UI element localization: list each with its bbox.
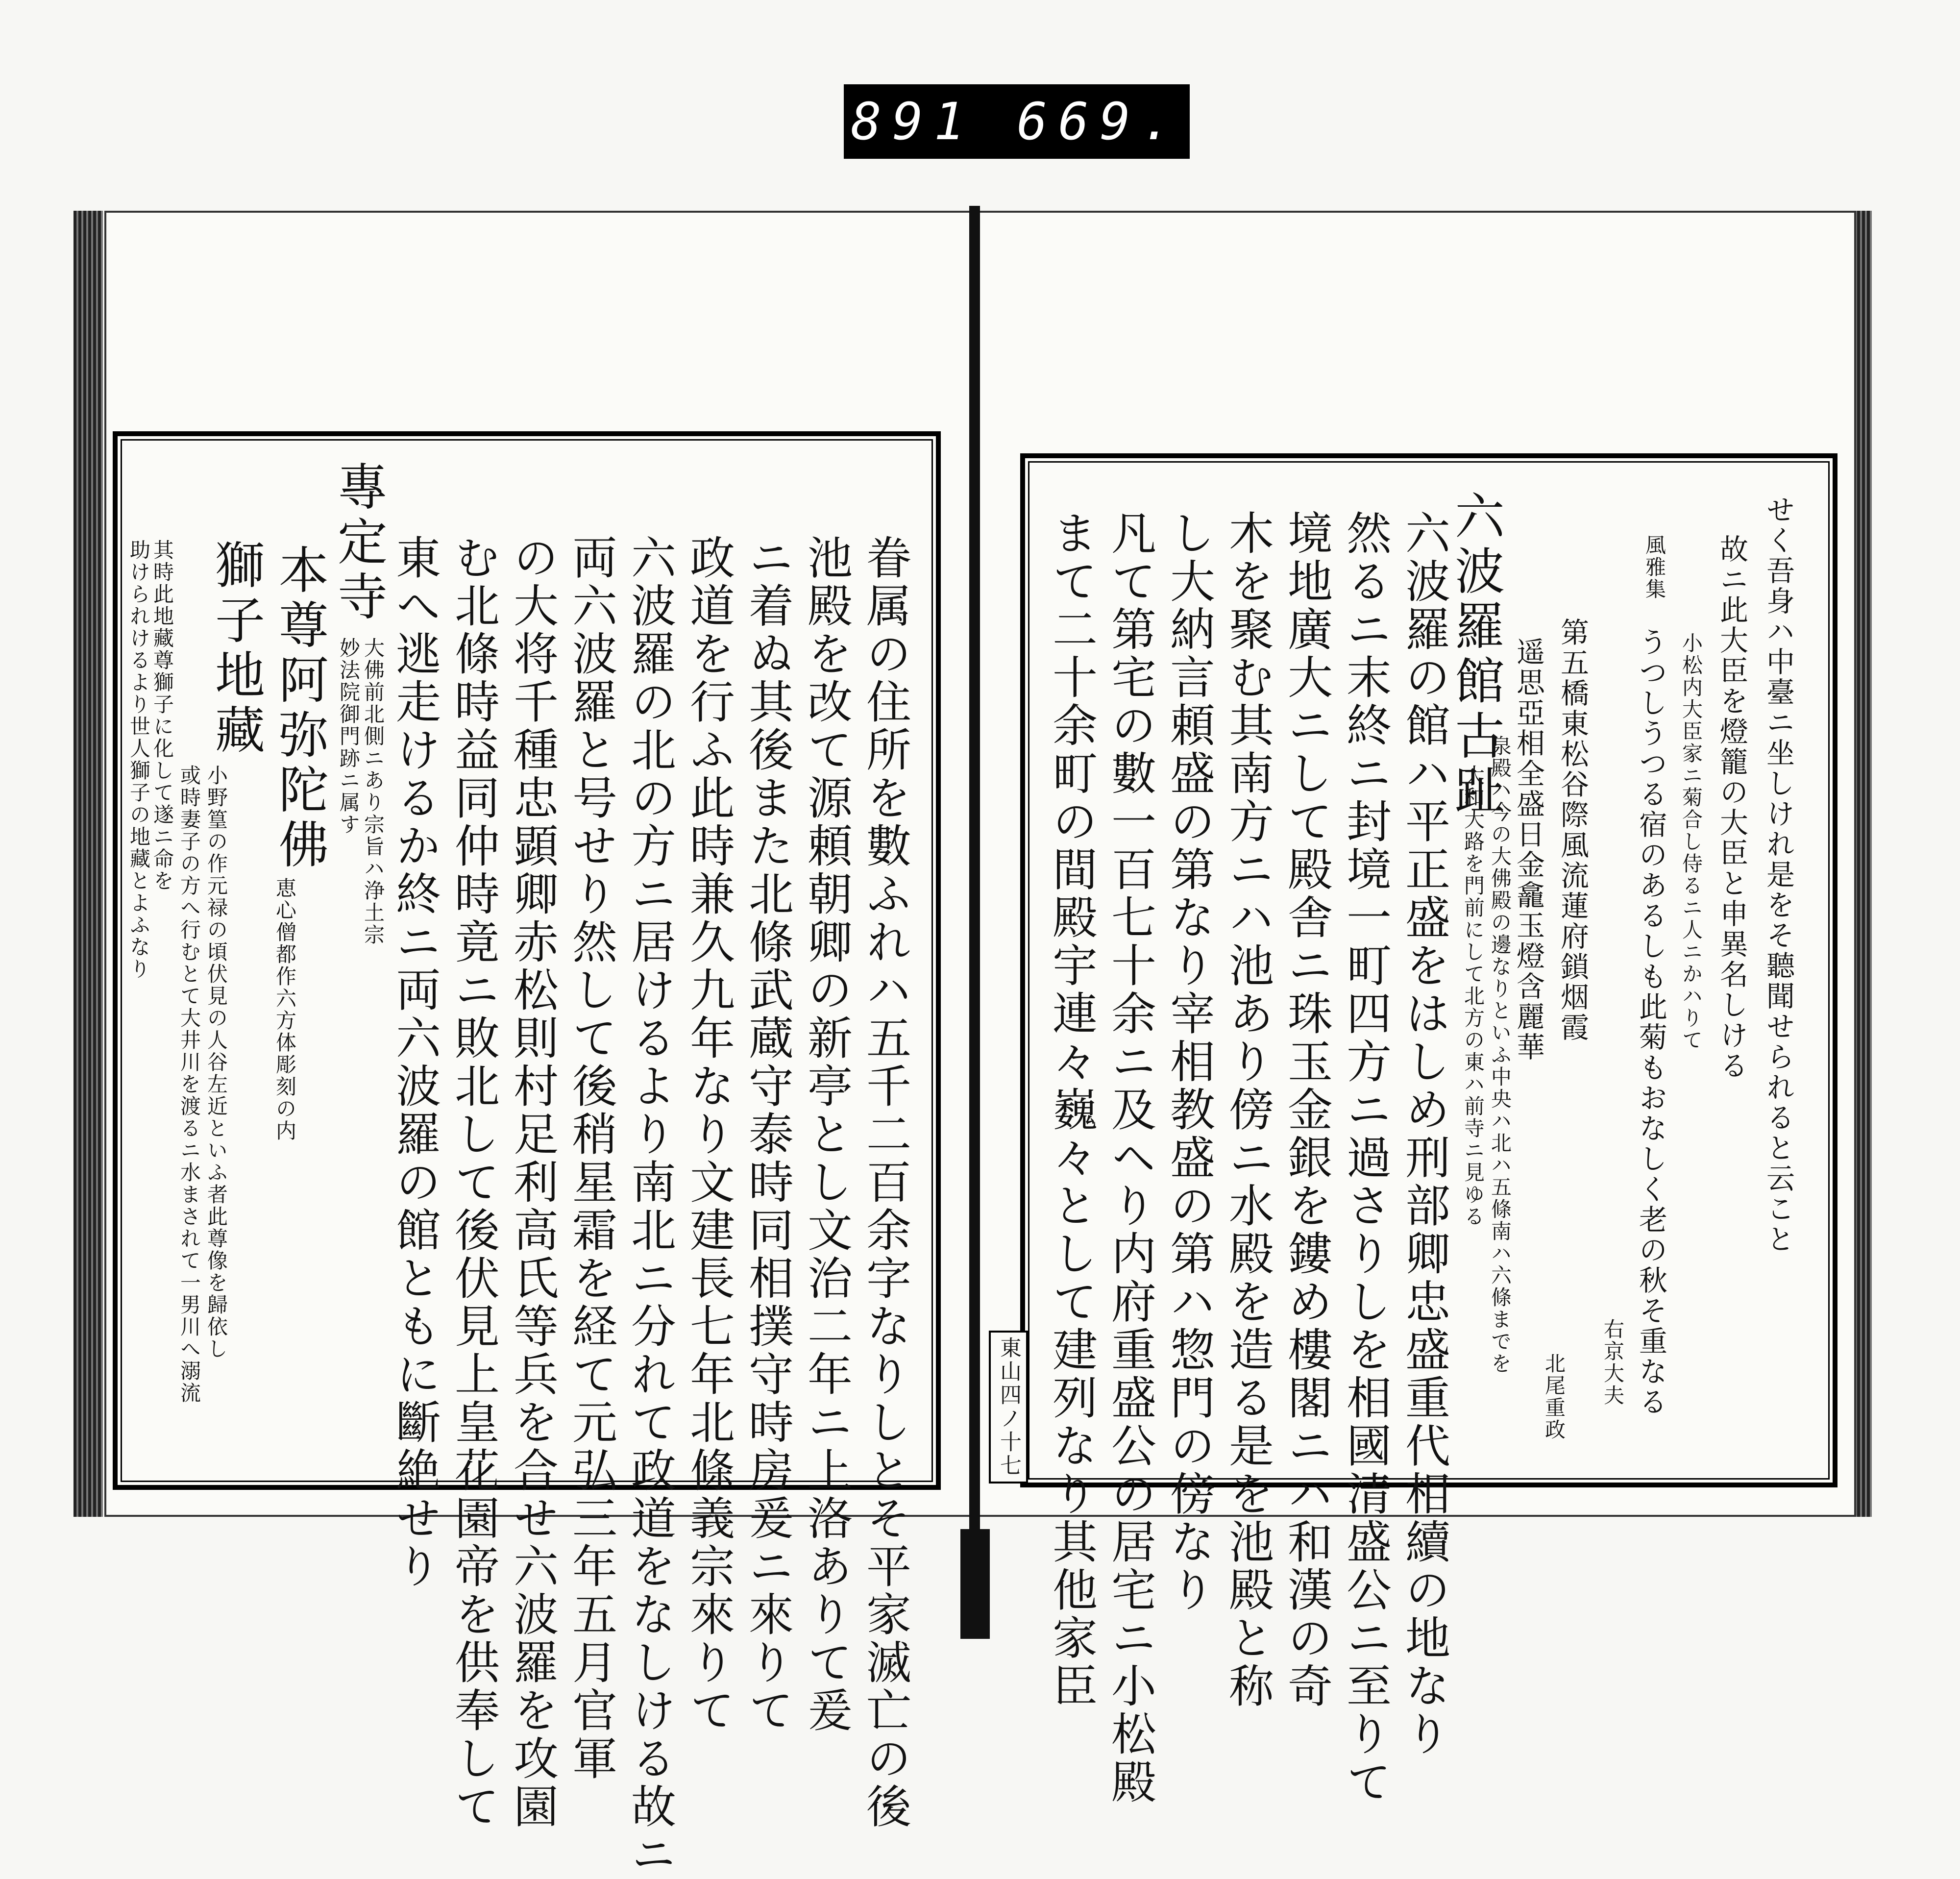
text-column: 小松内大臣家ニ菊合し侍るニ人ニかハりて [1679,632,1703,1051]
text-column: 妙法院御門跡ニ属す [337,637,361,836]
text-column: 眷属の住所を數ふれハ五千二百余字なりしとそ平家滅亡の後 [859,534,911,1831]
text-column: 助けられけるより世人獅子の地藏とよふなり [127,539,151,980]
text-column: まて二十余町の間殿宇連々巍々として建列なり其他家臣 [1045,510,1098,1710]
text-column: 境地廣大ニして殿舎ニ珠玉金銀を鏤め樓閣ニハ和漢の奇 [1280,510,1333,1710]
text-column: 泉殿ハ今の大佛殿の邊なりといふ中央ハ北ハ五條南ハ六條までを [1488,735,1512,1375]
text-column: 大和大路を門前にして北方の東ハ前寺ニ見ゆる [1461,765,1485,1228]
text-column: ニ着ぬ其後また北條武蔵守泰時同相撲守時房爰ニ來りて [741,534,794,1735]
text-column: 獅子地藏 [207,539,265,759]
text-column: 大佛前北側ニあり宗旨ハ浄土宗 [361,637,385,946]
text-column: 池殿を改て源頼朝卿の新亭とし文治二年ニ上洛ありて爰 [800,534,853,1735]
section-title: 專定寺 [329,461,388,625]
text-column: 右京大夫 [1601,1318,1625,1407]
text-column: 故ニ此大臣を燈籠の大臣と申異名しける [1715,534,1748,1081]
text-column: 小野篁の作元禄の頃伏見の人谷左近といふ者此尊像を歸依し [204,765,228,1360]
text-column: 六波羅の北の方ニ居けるより南北ニ分れて政道をなしける故ニ [624,534,676,1879]
book-edge-left [74,211,103,1517]
text-column: せく吾身ハ中臺ニ坐しけれ是をそ聽聞せられると云こと [1762,495,1795,1255]
gutter-binding [960,1529,990,1639]
text-column: の大将千種忠顕卿赤松則村足利高氏等兵を合せ六波羅を攻園 [506,534,559,1831]
text-column: 両六波羅と号せり然して後稍星霜を経て元弘三年五月官軍 [565,534,617,1783]
text-column: 木を聚む其南方ニハ池あり傍ニ水殿を造る是を池殿と称 [1222,510,1274,1710]
text-column: 東へ逃走けるか終ニ両六波羅の館ともに斷絶せり [389,534,441,1591]
text-column: む北條時益同仲時竟ニ敗北して後伏見上皇花園帝を供奉して [447,534,500,1831]
text-column: 其時此地藏尊獅子に化して遂ニ命を [150,539,174,892]
text-column: 風雅集 [1642,534,1666,600]
text-column: 六波羅の館ハ平正盛をはしめ刑部卿忠盛重代相續の地なり [1398,510,1450,1758]
catalog-number-label [844,84,1190,159]
text-column: 本尊阿弥陀佛 [270,544,329,873]
catalog-number-text: 891 669. [851,92,1183,151]
text-column: 北尾重政 [1542,1353,1566,1441]
page-label: 東山四ノ十七 [989,1331,1028,1483]
section-title: 六波羅館古趾 [1446,490,1505,819]
book-gutter [969,206,980,1578]
text-column: 凡て第宅の數一百七十余ニ及ヘり内府重盛公の居宅ニ小松殿 [1104,510,1156,1806]
text-column: し大納言頼盛の第なり宰相教盛の第ハ惣門の傍なり [1163,510,1215,1614]
text-column: 然るニ末終ニ封境一町四方ニ過さりしを相國清盛公ニ至りて [1339,510,1392,1806]
text-column: うつしうつる宿のあるしも此菊もおなしく老の秋そ重なる [1634,627,1667,1417]
text-column: 或時妻子の方へ行むとて大井川を渡るニ水まされて一男川へ溺流 [177,765,201,1404]
text-column: 第五橋東松谷際風流蓮府鎖烟霞 [1556,618,1589,1043]
text-column: 政道を行ふ此時兼久九年なり文建長七年北條義宗來りて [683,534,735,1735]
text-column: 遥思亞相全盛日金龕玉燈含麗華 [1512,637,1545,1063]
text-column: 恵心僧都作六方体彫刻の内 [273,877,297,1142]
